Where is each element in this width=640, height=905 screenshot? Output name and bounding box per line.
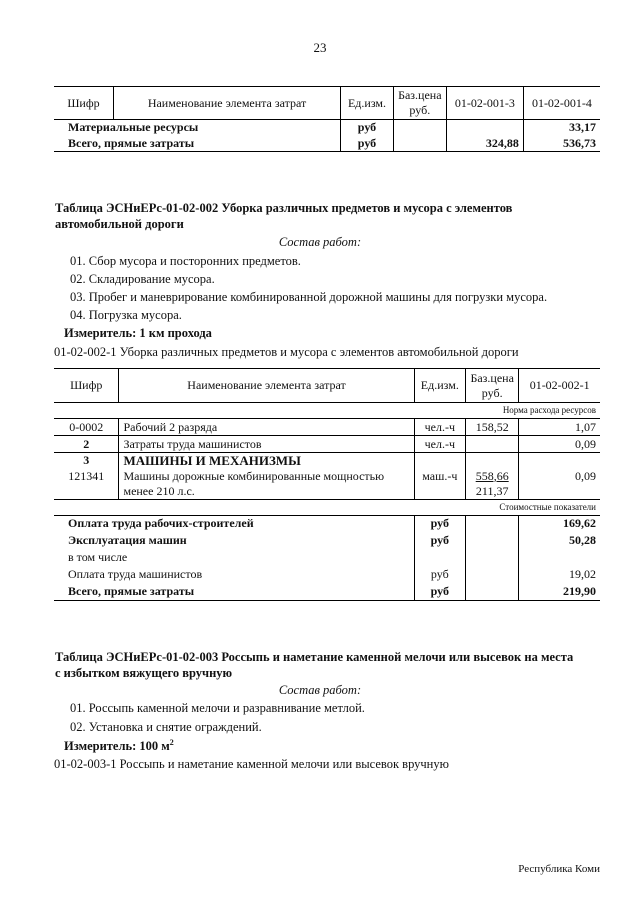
row-price <box>393 120 446 136</box>
table-row <box>54 120 600 136</box>
work-item: 03. Пробег и маневрирование комбинированной дорожной машины для погрузки мусора. <box>70 290 548 304</box>
row-name-line-1: Машины дорожные комбинированные мощностью <box>123 468 385 483</box>
table-row <box>54 436 600 453</box>
work-composition-heading: Состав работ: <box>278 683 362 697</box>
summary-value: 19,02 <box>569 567 596 581</box>
row-price-2: 211,37 <box>475 483 509 498</box>
rate-title: 01-02-003-1 Россыпь и наметание каменной мелочи или высевок вручную <box>54 757 449 771</box>
group-unit <box>414 453 465 469</box>
header-name: Наименование элемента затрат <box>113 87 340 120</box>
summary-unit: руб <box>414 583 465 600</box>
footer-region: Республика Коми <box>518 863 600 875</box>
table-row <box>54 419 600 436</box>
table-row <box>54 136 600 152</box>
row-name: Материальные ресурсы <box>54 120 341 136</box>
summary-price <box>466 566 519 583</box>
summary-unit: руб <box>414 566 465 583</box>
row-code: 0-0002 <box>54 419 119 436</box>
row-unit: руб <box>341 136 394 152</box>
summary-value: 169,62 <box>563 516 596 531</box>
group-price <box>466 453 519 469</box>
summary-row <box>54 515 600 532</box>
header-col-3: 01-02-001-3 <box>446 87 523 120</box>
summary-unit: руб <box>414 515 465 532</box>
table-01-02-001 <box>54 86 600 152</box>
summary-name: Оплата труда машинистов <box>54 566 414 583</box>
summary-row <box>54 532 600 549</box>
row-unit: руб <box>341 120 394 136</box>
table-header-row <box>54 369 600 403</box>
page-number: 23 <box>313 40 327 55</box>
table-header-row <box>54 87 600 120</box>
work-item: 02. Установка и снятие ограждений. <box>70 720 262 734</box>
norm-label: Норма расхода ресурсов <box>54 403 600 419</box>
summary-unit: руб <box>414 532 465 549</box>
summary-price <box>466 515 519 532</box>
summary-row <box>54 583 600 600</box>
row-price <box>393 136 446 152</box>
group-code: 3 <box>54 453 119 469</box>
row-unit: чел.-ч <box>414 436 465 453</box>
work-item: 01. Сбор мусора и посторонних предметов. <box>70 254 301 268</box>
row-price: 158,52 <box>466 419 519 436</box>
summary-value: 219,90 <box>519 583 600 600</box>
header-price: Баз.цена руб. <box>466 369 519 403</box>
group-value <box>519 453 600 469</box>
table-row <box>54 469 600 500</box>
row-value-3 <box>446 120 523 136</box>
header-code: Шифр <box>54 87 113 120</box>
summary-name: Всего, прямые затраты <box>54 583 414 600</box>
summary-name: Оплата труда рабочих-строителей <box>54 515 414 532</box>
measure-unit <box>64 738 174 754</box>
row-name: Рабочий 2 разряда <box>119 419 414 436</box>
row-code: 121341 <box>54 469 119 500</box>
row-value-4: 536,73 <box>523 136 600 152</box>
cost-label: Стоимостные показатели <box>54 499 600 515</box>
row-code: 2 <box>54 436 119 453</box>
summary-price <box>466 532 519 549</box>
summary-name: Эксплуатация машин <box>54 532 414 549</box>
summary-price <box>466 583 519 600</box>
summary-price <box>466 549 519 566</box>
measure-text: Измеритель: 100 м <box>64 739 170 754</box>
measure-unit: Измеритель: 1 км прохода <box>64 326 212 340</box>
row-name-line-2: менее 210 л.с. <box>123 483 195 498</box>
header-code: Шифр <box>54 369 119 403</box>
summary-unit <box>414 549 465 566</box>
group-row <box>54 453 600 469</box>
row-price-1: 558,66 <box>475 468 509 483</box>
summary-row <box>54 549 600 566</box>
row-price <box>466 469 519 500</box>
summary-name: в том числе <box>54 549 414 566</box>
table-caption: Таблица ЭСНиЕРс-01-02-003 Россыпь и наметание каменной мелочи или высевок на места с избытком вяжущего вручную <box>55 650 574 680</box>
row-value-3: 324,88 <box>446 136 523 152</box>
norm-label-row <box>54 403 600 419</box>
header-name: Наименование элемента затрат <box>119 369 414 403</box>
summary-value: 50,28 <box>569 533 596 547</box>
measure-superscript: 2 <box>169 738 174 747</box>
table-01-02-002 <box>54 368 600 601</box>
rate-title: 01-02-002-1 Уборка различных предметов и мусора с элементов автомобильной дороги <box>54 345 519 359</box>
work-composition-heading: Состав работ: <box>278 235 362 249</box>
header-price: Баз.цена руб. <box>393 87 446 120</box>
summary-row <box>54 566 600 583</box>
table-caption: Таблица ЭСНиЕРс-01-02-002 Уборка различных предметов и мусора с элементов автомобильной дороги <box>55 201 513 231</box>
header-unit: Ед.изм. <box>341 87 394 120</box>
group-name: МАШИНЫ И МЕХАНИЗМЫ <box>119 453 414 469</box>
row-unit: чел.-ч <box>414 419 465 436</box>
cost-label-row <box>54 499 600 515</box>
row-name: Всего, прямые затраты <box>54 136 341 152</box>
row-price <box>466 436 519 453</box>
header-col-4: 01-02-001-4 <box>523 87 600 120</box>
row-value: 0,09 <box>519 469 600 500</box>
work-item: 04. Погрузка мусора. <box>70 308 182 322</box>
row-name <box>119 469 414 500</box>
header-col-1: 01-02-002-1 <box>519 369 600 403</box>
row-value-4: 33,17 <box>569 120 596 135</box>
row-name: Затраты труда машинистов <box>119 436 414 453</box>
work-item: 01. Россыпь каменной мелочи и разравнивание метлой. <box>70 701 365 715</box>
header-unit: Ед.изм. <box>414 369 465 403</box>
summary-value <box>519 549 600 566</box>
row-unit: маш.-ч <box>414 469 465 500</box>
row-value: 1,07 <box>519 419 600 436</box>
row-value: 0,09 <box>519 436 600 453</box>
work-item: 02. Складирование мусора. <box>70 272 215 286</box>
